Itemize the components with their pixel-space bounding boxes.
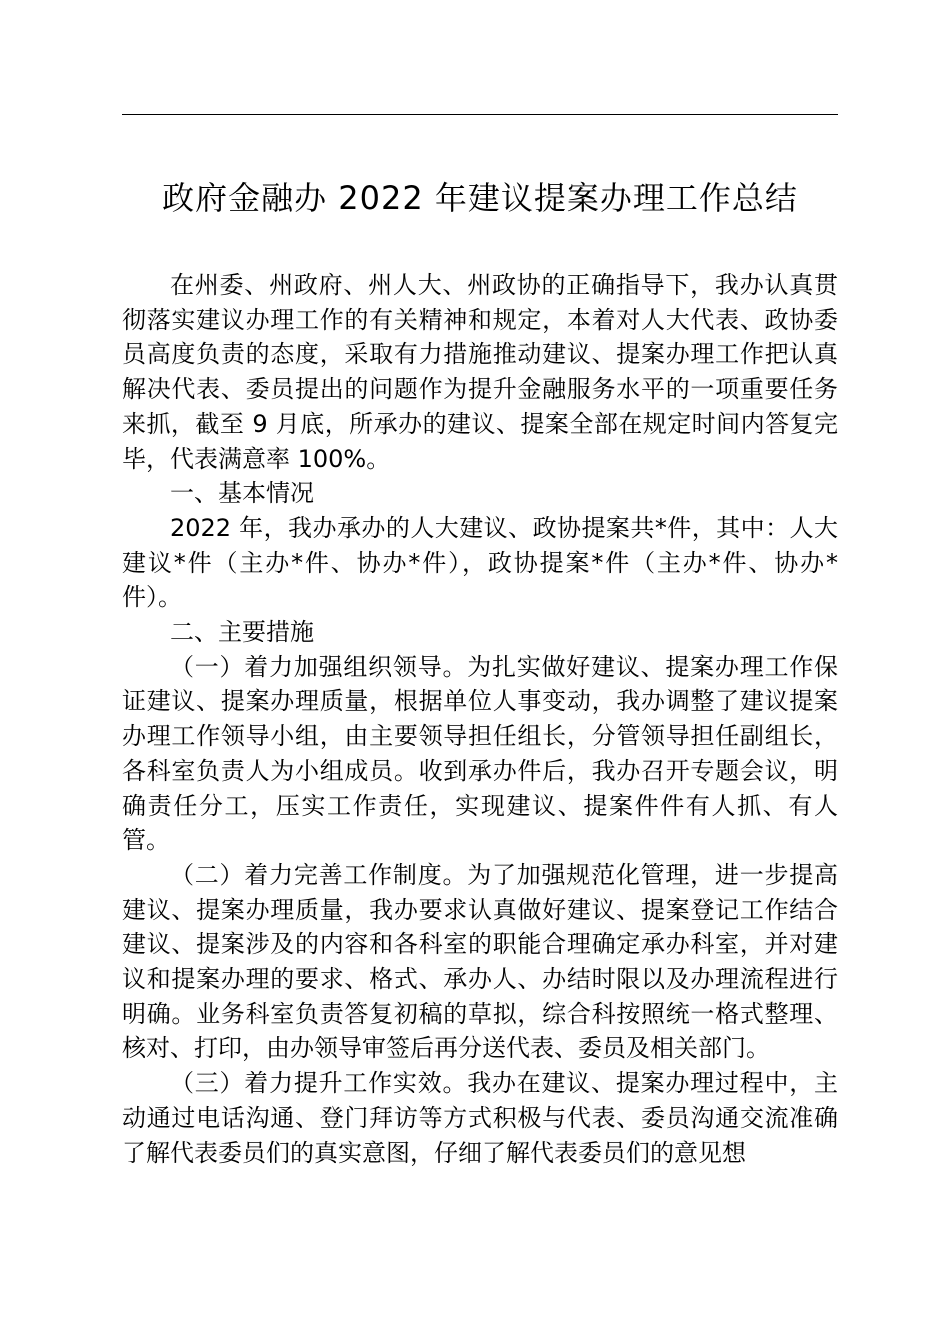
- section-heading-measures: 二、主要措施: [170, 618, 314, 647]
- measure-2-paragraph: （二）着力完善工作制度。为了加强规范化管理，进一步提高建议、提案办理质量，我办要求认真做好建议、提案登记工作结合建议、提案涉及的内容和各科室的职能合理确定承办科室，并对建议和提案办理的要求、格式、承办人、办结时限以及办理流程进行明确。业务科室负责答复初稿的草拟，综合科按照统一格式整理、核对、打印，由办领导审签后再分送代表、委员及相关部门。: [122, 860, 838, 1063]
- header-rule: [122, 114, 838, 115]
- basic-situation-paragraph: 2022 年，我办承办的人大建议、政协提案共*件，其中：人大建议*件（主办*件、协办*件），政协提案*件（主办*件、协办*件）。: [122, 513, 838, 612]
- document-body: [122, 268, 838, 1170]
- intro-paragraph: 在州委、州政府、州人大、州政协的正确指导下，我办认真贯彻落实建议办理工作的有关精神和规定，本着对人大代表、政协委员高度负责的态度，采取有力措施推动建议、提案办理工作把认真解决代表、委员提出的问题作为提升金融服务水平的一项重要任务来抓，截至 9 月底，所承办的建议、提案全部在规定时间内答复完毕，代表满意率 100%。: [122, 271, 838, 473]
- measure-1-paragraph: （一）着力加强组织领导。为扎实做好建议、提案办理工作保证建议、提案办理质量，根据单位人事变动，我办调整了建议提案办理工作领导小组，由主要领导担任组长，分管领导担任副组长，各科室负责人为小组成员。收到承办件后，我办召开专题会议，明确责任分工，压实工作责任，实现建议、提案件件有人抓、有人管。: [122, 652, 838, 855]
- section-heading-basic: 一、基本情况: [170, 479, 314, 508]
- measure-3-paragraph: （三）着力提升工作实效。我办在建议、提案办理过程中，主动通过电话沟通、登门拜访等方式积极与代表、委员沟通交流准确了解代表委员们的真实意图，仔细了解代表委员们的意见想: [122, 1069, 838, 1167]
- document-title: 政府金融办 2022 年建议提案办理工作总结: [162, 179, 798, 217]
